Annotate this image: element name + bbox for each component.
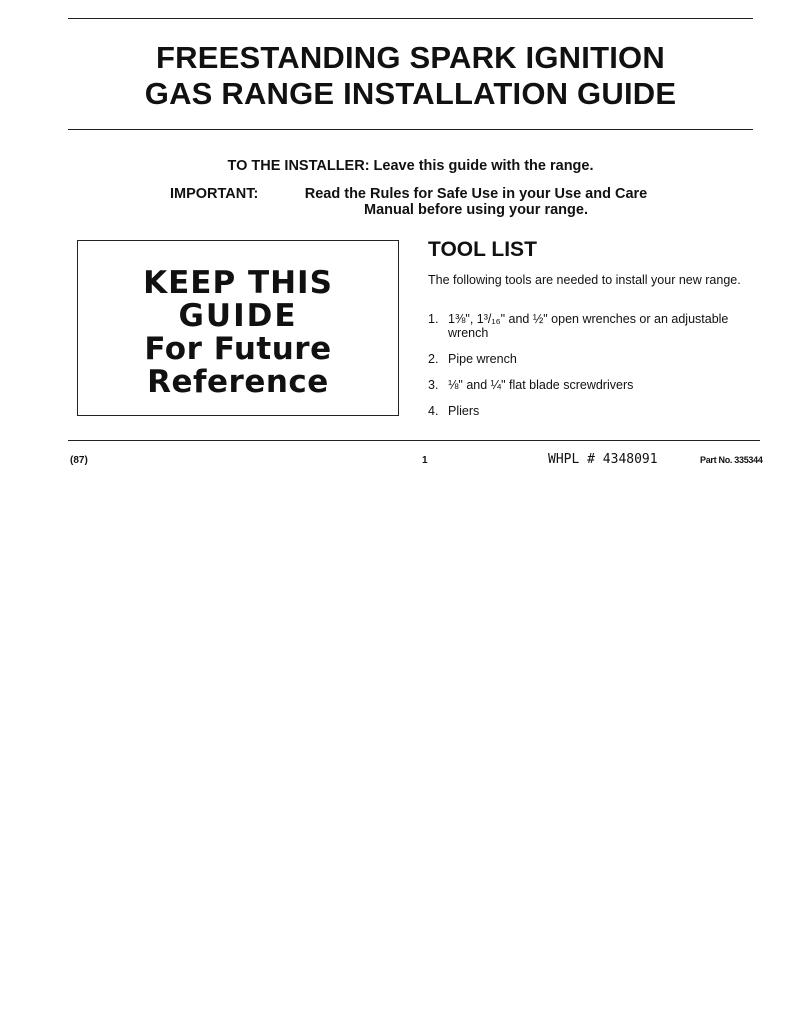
keep-box-line-1: KEEP THIS [143, 265, 333, 301]
list-item-number: 2. [428, 352, 439, 366]
whpl-number: WHPL # 4348091 [548, 452, 658, 467]
part-number: Part No. 335344 [700, 455, 763, 465]
page-number: 1 [422, 455, 428, 466]
tool-list-title: TOOL LIST [428, 238, 537, 261]
top-rule [68, 18, 753, 19]
important-notice [170, 186, 666, 218]
list-item-text: 1⅜", 1³/₁₆" and ½" open wrenches or an adjustable wrench [448, 312, 729, 340]
list-item [428, 378, 758, 392]
footer-rule [68, 440, 760, 441]
list-item-text: Pliers [448, 404, 480, 418]
title-rule [68, 129, 753, 130]
footer-code: (87) [70, 455, 88, 466]
important-text: Read the Rules for Safe Use in your Use and Care Manual before using your range. [304, 186, 648, 218]
list-item-number: 3. [428, 378, 439, 392]
list-item-text: ⅛" and ¼" flat blade screwdrivers [448, 378, 634, 392]
important-label: IMPORTANT: [170, 186, 259, 202]
list-item-text: Pipe wrench [448, 352, 517, 366]
tool-list-intro: The following tools are needed to install your new range. [428, 273, 741, 287]
list-item-number: 1. [428, 312, 439, 326]
keep-box-line-2: GUIDE [178, 298, 298, 334]
keep-box-line-4: Reference [147, 364, 329, 400]
list-item [428, 312, 758, 340]
page-title-line-1: FREESTANDING SPARK IGNITION [156, 40, 665, 75]
installer-note: TO THE INSTALLER: Leave this guide with the range. [227, 158, 594, 174]
list-item-number: 4. [428, 404, 439, 418]
keep-box-line-3: For Future [144, 331, 332, 367]
page-title-line-2: GAS RANGE INSTALLATION GUIDE [144, 76, 677, 111]
tool-list [428, 312, 758, 430]
list-item [428, 352, 758, 366]
keep-guide-box [77, 240, 399, 416]
list-item [428, 404, 758, 418]
